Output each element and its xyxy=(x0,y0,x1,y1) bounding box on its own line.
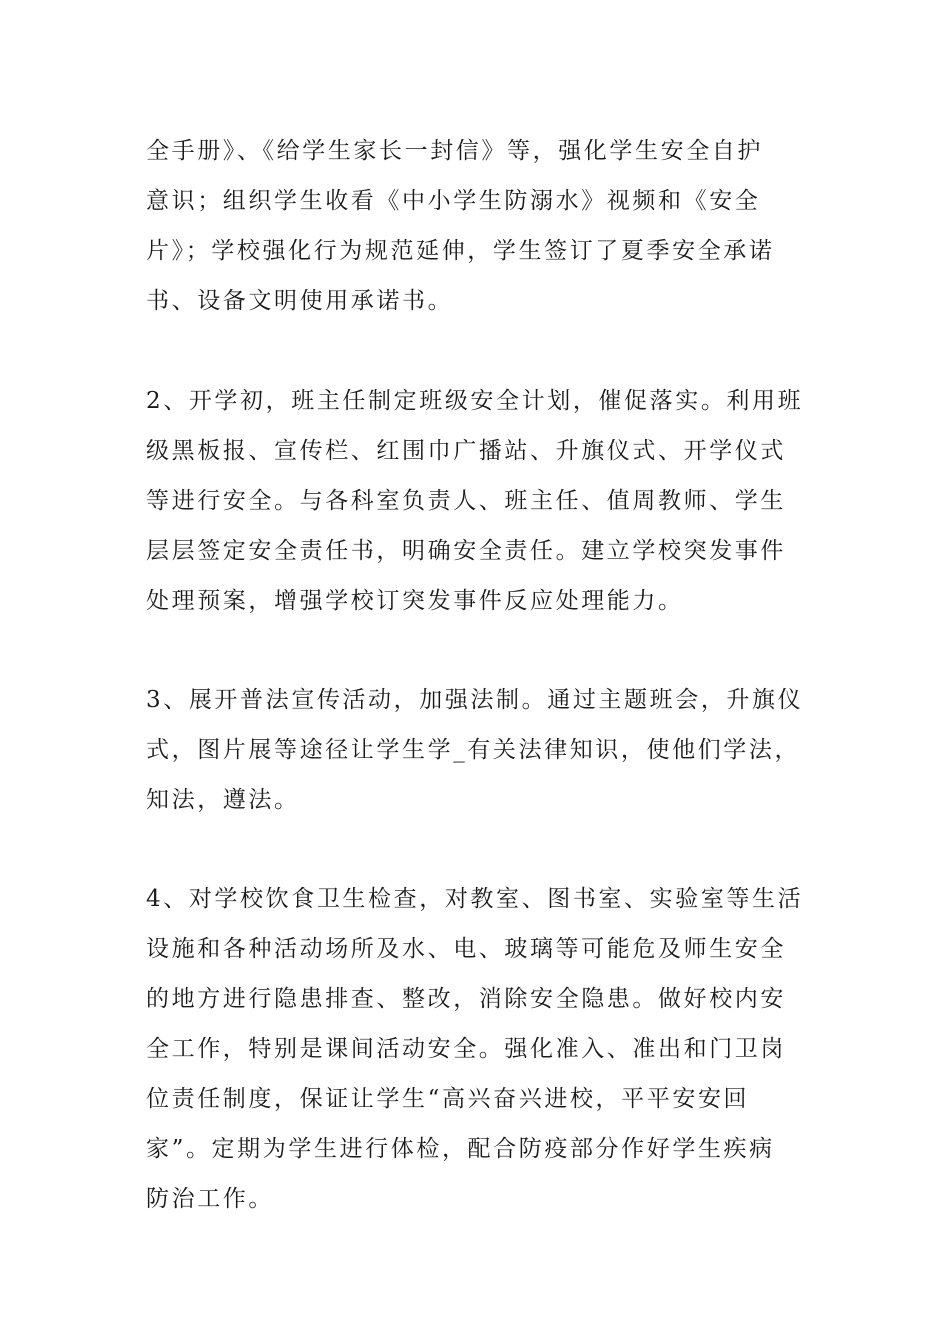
paragraph-line: 4、对学校饮食卫生检查，对教室、图书室、实验室等生活 xyxy=(146,886,804,912)
paragraph-3 xyxy=(146,675,806,825)
paragraph-line: 式，图片展等途径让学生学_有关法律知识，使他们学法， xyxy=(146,737,801,763)
paragraph-line: 书、设备文明使用承诺书。 xyxy=(146,288,454,314)
paragraph-line: 知法，遵法。 xyxy=(146,787,300,813)
paragraph-line: 全手册》、《给学生家长一封信》等，强化学生安全自护 xyxy=(146,138,763,164)
paragraph-line: 全工作，特别是课间活动安全。强化准入、准出和门卫岗 xyxy=(146,1036,786,1062)
paragraph-1 xyxy=(146,126,806,326)
paragraph-line: 防治工作。 xyxy=(146,1186,274,1212)
paragraph-line: 等进行安全。与各科室负责人、班主任、值周教师、学生 xyxy=(146,488,786,514)
paragraph-4 xyxy=(146,874,806,1224)
paragraph-line: 片》；学校强化行为规范延伸，学生签订了夏季安全承诺 xyxy=(146,238,775,264)
paragraph-line: 设施和各种活动场所及水、电、玻璃等可能危及师生安全 xyxy=(146,936,786,962)
paragraph-line: 位责任制度，保证让学生“高兴奋兴进校，平平安安回 xyxy=(146,1086,750,1112)
paragraph-line: 3、展开普法宣传活动，加强法制。通过主题班会，升旗仪 xyxy=(146,687,804,713)
paragraph-line: 意识；组织学生收看《中小学生防溺水》视频和《安全 xyxy=(146,188,761,214)
paragraph-line: 的地方进行隐患排查、整改，消除安全隐患。做好校内安 xyxy=(146,986,786,1012)
paragraph-line: 处理预案，增强学校订突发事件反应处理能力。 xyxy=(146,588,684,614)
paragraph-line: 级黑板报、宣传栏、红围巾广播站、升旗仪式、开学仪式 xyxy=(146,438,786,464)
paragraph-line: 层层签定安全责任书，明确安全责任。建立学校突发事件 xyxy=(146,538,786,564)
paragraph-2 xyxy=(146,376,806,626)
paragraph-line: 家”。定期为学生进行体检，配合防疫部分作好学生疾病 xyxy=(146,1136,775,1162)
paragraph-line: 2、开学初，班主任制定班级安全计划，催促落实。利用班 xyxy=(146,388,804,414)
